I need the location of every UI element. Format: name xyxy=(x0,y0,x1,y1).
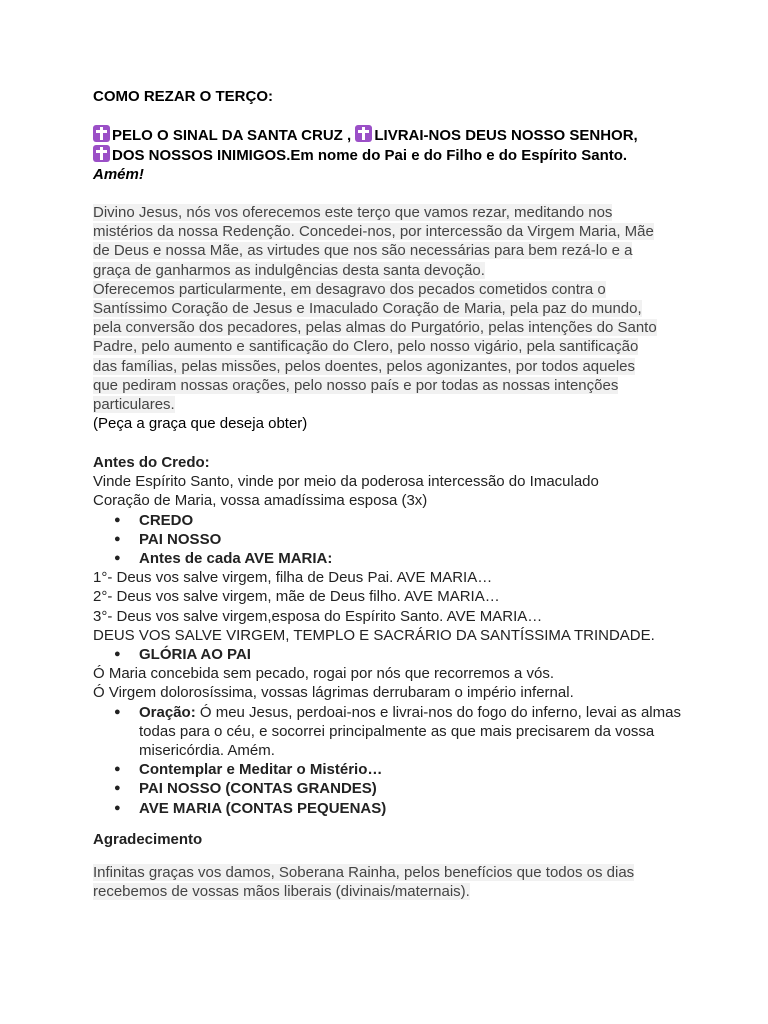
offering-line: particulares. xyxy=(93,396,175,414)
offering-line: de Deus e nossa Mãe, as virtudes que nos são necessárias para bem rezá-lo e a xyxy=(93,242,633,260)
offering-line: graça de ganharmos as indulgências desta santa devoção. xyxy=(93,261,485,279)
oracao-label: Oração: xyxy=(139,703,196,721)
list-item: ● PAI NOSSO xyxy=(93,530,713,549)
offering-line: Santíssimo Coração de Jesus e Imaculado Coração de Maria, pela paz do mundo, xyxy=(93,300,642,318)
creed-line: Vinde Espírito Santo, vinde por meio da poderosa intercessão do Imaculado xyxy=(93,473,599,491)
cross-icon xyxy=(93,145,110,162)
prayer-line: Ó Virgem dolorosíssima, vossas lágrimas derrubaram o império infernal. xyxy=(93,684,574,702)
salutation-line: DEUS VOS SALVE VIRGEM, TEMPLO E SACRÁRIO DA SANTÍSSIMA TRINDADE. xyxy=(93,626,655,644)
thanks-paragraph xyxy=(93,863,713,901)
creed-bullets xyxy=(93,511,713,569)
creed-heading: Antes do Credo: xyxy=(93,454,210,471)
creed-section xyxy=(93,453,713,818)
thanks-line: Infinitas graças vos damos, Soberana Rainha, pelos benefícios que todos os dias xyxy=(93,864,635,881)
sign-cross-part3: DOS NOSSOS INIMIGOS. xyxy=(112,147,291,165)
offering-line: das famílias, pelas missões, pelos doentes, pelos agonizantes, por todos aqueles xyxy=(93,357,635,375)
salutation-line: 1°- Deus vos salve virgem, filha de Deus Pai. AVE MARIA… xyxy=(93,569,493,587)
offering-line: Oferecemos particularmente, em desagravo dos pecados cometidos contra o xyxy=(93,280,606,298)
sign-cross-part4: Em nome do Pai e do Filho e do Espírito Santo. xyxy=(290,147,628,165)
offering-line: Divino Jesus, nós vos oferecemos este terço que vamos rezar, meditando nos xyxy=(93,204,613,221)
offering-line: mistérios da nossa Redenção. Concedei-nos, por intercessão da Virgem Maria, Mãe xyxy=(93,223,654,241)
request-note: (Peça a graça que deseja obter) xyxy=(93,415,308,433)
list-item: ● Contemplar e Meditar o Mistério… xyxy=(93,760,713,779)
list-item: ● PAI NOSSO (CONTAS GRANDES) xyxy=(93,779,713,798)
thanks-line: recebemos de vossas mãos liberais (divinais/maternais). xyxy=(93,883,470,901)
offering-line: que pediram nossas orações, pelo nosso país e por todas as nossas intenções xyxy=(93,376,619,394)
salutation-line: 2°- Deus vos salve virgem, mãe de Deus filho. AVE MARIA… xyxy=(93,588,500,606)
list-item: ● GLÓRIA AO PAI xyxy=(93,645,713,664)
offering-line: pela conversão dos pecadores, pelas almas do Purgatório, pelas intenções do Santo xyxy=(93,319,657,337)
creed-line: Coração de Maria, vossa amadíssima esposa (3x) xyxy=(93,492,428,510)
prayer-line: Ó Maria concebida sem pecado, rogai por nós que recorremos a vós. xyxy=(93,665,555,683)
salutation-line: 3°- Deus vos salve virgem,esposa do Espírito Santo. AVE MARIA… xyxy=(93,607,543,625)
sign-cross-part1: PELO O SINAL DA SANTA CRUZ , xyxy=(112,127,352,144)
cross-icon xyxy=(355,125,372,142)
sign-of-cross xyxy=(93,125,713,185)
document-title: COMO REZAR O TERÇO: xyxy=(93,88,273,105)
offering-line: Padre, pelo aumento e santificação do Clero, pelo nosso vigário, pela santificação xyxy=(93,338,639,356)
sign-cross-part2: LIVRAI-NOS DEUS NOSSO SENHOR, xyxy=(374,127,638,144)
thanks-heading: Agradecimento xyxy=(93,831,203,848)
offering-paragraph xyxy=(93,203,713,433)
list-item: ● AVE MARIA (CONTAS PEQUENAS) xyxy=(93,799,713,818)
list-item: ● Antes de cada AVE MARIA: xyxy=(93,549,713,568)
list-item: ● CREDO xyxy=(93,511,713,530)
list-item xyxy=(93,703,713,761)
amen-text: Amém! xyxy=(93,166,144,184)
oracao-text: Ó meu Jesus, perdoai-nos e livrai-nos do fogo do inferno, levai as almas todas para o céu, e socorrei principalmente as que mais precisarem da vossa misericórdia. Amém. xyxy=(139,703,681,760)
cross-icon xyxy=(93,125,110,142)
